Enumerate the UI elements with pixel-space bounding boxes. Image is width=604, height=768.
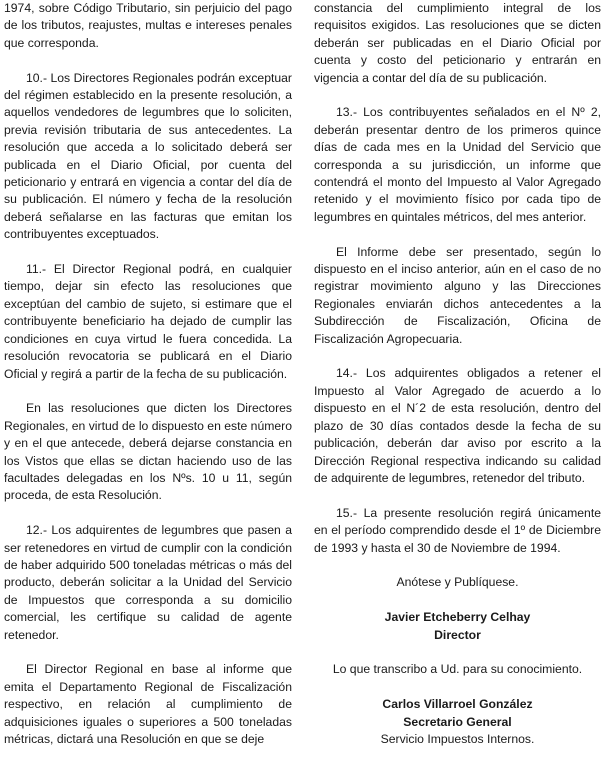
signer-2-name: Carlos Villarroel González bbox=[382, 697, 533, 712]
paragraph-12: 12.- Los adquirentes de legumbres que pasen a ser retenedores en virtud de cumplir con la condición de haber adquirido 500 toneladas métricas o más del producto, deberán solicitar a la Unidad del Servicio de Impuestos que corresponda a su domicilio comercial, les certifique su calidad de agente retenedor. bbox=[4, 523, 292, 642]
closing-formula: Anótese y Publíquese. bbox=[396, 575, 519, 590]
paragraph-tributario-continuation: 1974, sobre Código Tributario, sin perjuicio del pago de los tributos, reajustes, multas e intereses penales que corresponda. bbox=[4, 1, 292, 50]
paragraph-11: 11.- El Director Regional podrá, en cualquier tiempo, dejar sin efecto las resoluciones que exceptúan del cambio de sujeto, si estimare que el contribuyente beneficiario ha dejado de cumplir las condiciones en cuya virtud le fuera concedida. La resolución revocatoria se publicará en el Diario Oficial y regirá a partir de la fecha de su publicación. bbox=[4, 262, 292, 381]
signer-1-title: Director bbox=[434, 627, 481, 642]
paragraph-13: 13.- Los contribuyentes señalados en el Nº 2, deberán presentar dentro de los primeros quince días de cada mes en la Unidad del Servicio que corresponda a su jurisdicción, un informe que contendrá el monto del Impuesto al Valor Agregado retenido y el movimiento físico por cada tipo de legumbres en quintales métricos, del mes anterior. bbox=[314, 105, 601, 224]
paragraph-15: 15.- La presente resolución regirá únicamente en el período comprendido desde el 1º de Diciembre de 1993 y hasta el 30 de Noviembre de 1994. bbox=[314, 505, 601, 555]
paragraph-constancia-continuation: constancia del cumplimiento integral de los requisitos exigidos. Las resoluciones que se dicten deberán ser publicadas en el Diario Oficial por cuenta y costo del peticionario y entrarán en vigencia a contar del día de su publicación. bbox=[314, 1, 601, 85]
paragraph-10: 10.- Los Directores Regionales podrán exceptuar del régimen establecido en la presente resolución, a aquellos vendedores de legumbres que lo soliciten, previa revisión tributaria de sus antecedentes. La resolución que acceda a lo solicitado deberá ser publicada en el Diario Oficial, por cuenta del peticionario y entrará en vigencia a contar del día de su publicación. El número y fecha de la resolución deberá señalarse en las facturas que emitan los contribuyentes exceptuados. bbox=[4, 70, 292, 242]
signer-2-title: Secretario General bbox=[403, 714, 512, 729]
signer-2-organization: Servicio Impuestos Internos. bbox=[380, 731, 535, 746]
paragraph-director-regional: El Director Regional en base al informe que emita el Departamento Regional de Fiscalización respectivo, en relación al cumplimiento de adquisiciones iguales o superiores a 500 toneladas métricas, dictará una Resolución en que se deje bbox=[4, 662, 292, 746]
left-column bbox=[4, 0, 292, 748]
transcription-note: Lo que transcribo a Ud. para su conocimiento. bbox=[332, 662, 583, 677]
paragraph-vistos: En las resoluciones que dicten los Directores Regionales, en virtud de lo dispuesto en este número y en el que antecede, deberá dejarse constancia en los Vistos que ellas se dictan haciendo uso de las facultades delegadas en los Nºs. 10 u 11, según proceda, de esta Resolución. bbox=[4, 401, 292, 503]
signer-1-name: Javier Etcheberry Celhay bbox=[384, 610, 531, 625]
paragraph-14: 14.- Los adquirentes obligados a retener el Impuesto al Valor Agregado de acuerdo a lo dispuesto en el N´2 de esta resolución, dentro del plazo de 30 días contados desde la fecha de su publicación, deberán dar aviso por escrito a la Dirección Regional respectiva indicando su calidad de adquirente de legumbres, retenedor del tributo. bbox=[314, 366, 601, 485]
right-column bbox=[314, 0, 601, 748]
paragraph-informe: El Informe debe ser presentado, según lo dispuesto en el inciso anterior, aún en el caso de no registrar movimiento alguno y las Direcciones Regionales enviarán dichos antecedentes a la Subdirección de Fiscalización, Oficina de Fiscalización Agropecuaria. bbox=[314, 244, 601, 346]
